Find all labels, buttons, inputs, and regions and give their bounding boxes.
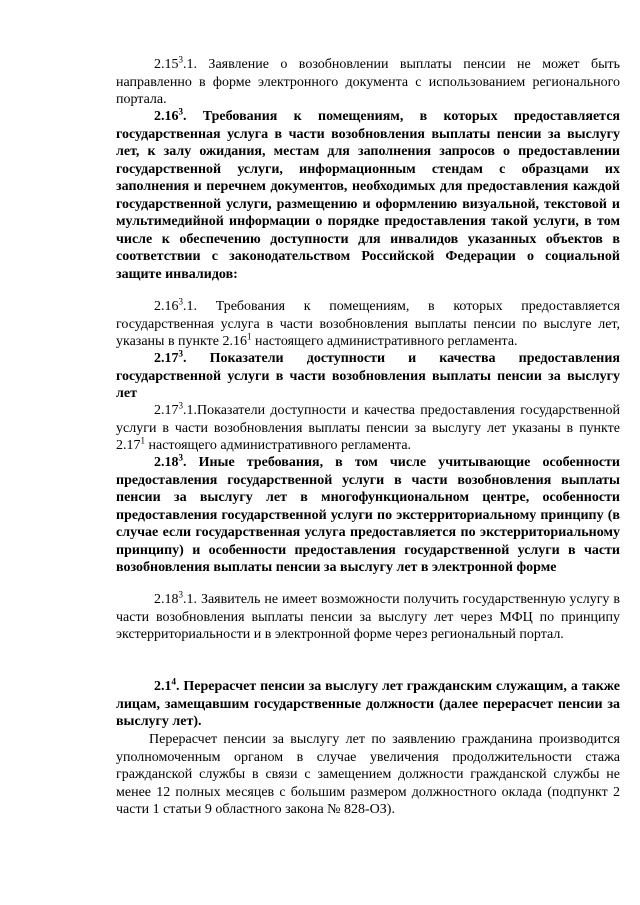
clause-number: 2.1: [154, 679, 172, 694]
clause-text: . Иные требования, в том числе учитывающие особенности предоставления государственной услуги в части возобновления выплаты пенсии за выслугу лет в многофункциональном центре, особенности предоставления государственной услуги по экстерриториальному принципу (в случае если государственная услуга предоставляется по экстерриториальному принципу) и особенности предоставления государственной услуги в части возобновления выплаты пенсии за выслугу лет в электронной форме: [116, 455, 620, 575]
clause-number: 2.18: [154, 455, 179, 470]
reference-superscript: 1: [140, 435, 145, 446]
clause-text: .1. Требования к помещениям, в которых предоставляется государственная услуга в части возобновления выплаты пенсии по выслуге лет, указаны в пункте 2.16: [116, 299, 620, 349]
clause-text-end: настоящего административного регламента.: [145, 438, 412, 453]
clause-text: .1.Показатели доступности и качества предоставления государственной услуги в части возобновления выплаты пенсии за выслугу лет указаны в пункте 2.17: [116, 403, 620, 453]
clause-superscript: 3: [178, 348, 183, 359]
heading-2-18-3: [116, 454, 620, 577]
clause-text-end: настоящего административного регламента.: [251, 334, 518, 349]
clause-text: . Требования к помещениям, в которых предоставляется государственная услуга в части возобновления выплаты пенсии за выслугу лет, к залу ожидания, местам для заполнения запросов о предоставлении государственной услуги, информационным стендам с образцами их заполнения и перечнем документов, необходимых для предоставления каждой государственной услуги, размещению и оформлению визуальной, текстовой и мультимедийной информации о порядке предоставления такой услуги, в том числе к обеспечению доступности для инвалидов указанных объектов в соответствии с законодательством Российской Федерации о социальной защите инвалидов:: [116, 109, 620, 282]
clause-text: .1. Заявление о возобновлении выплаты пенсии не может быть направленно в форме электронного документа с использованием регионального портала.: [116, 57, 620, 107]
paragraph-2-17-3-1: [116, 402, 620, 455]
clause-number: 2.16: [154, 109, 179, 124]
clause-number: 2.16: [154, 299, 179, 314]
clause-text: Перерасчет пенсии за выслугу лет по заявлению гражданина производится уполномоченным органом в случае увеличения продолжительности стажа гражданской службы в связи с замещением должности гражданской службы не менее 12 полных месяцев с большим размером должностного оклада (подпункт 2 части 1 статьи 9 областного закона № 828-ОЗ).: [116, 732, 620, 817]
paragraph-2-15-3-1: [116, 56, 620, 109]
clause-superscript: 3: [178, 54, 183, 65]
heading-2-1-4: [116, 678, 620, 731]
clause-superscript: 4: [171, 676, 176, 687]
clause-superscript: 3: [178, 296, 183, 307]
clause-superscript: 3: [178, 452, 183, 463]
clause-text: .1. Заявитель не имеет возможности получить государственную услугу в части возобновления выплаты пенсии за выслугу лет через МФЦ по принципу экстерриториальности и в электронной форме через региональный портал.: [116, 592, 620, 642]
paragraph-recalculation: [116, 731, 620, 819]
paragraph-2-16-3-1: [116, 298, 620, 351]
clause-superscript: 3: [178, 589, 183, 600]
clause-number: 2.17: [154, 403, 179, 418]
clause-superscript: 3: [178, 106, 183, 117]
clause-superscript: 3: [178, 400, 183, 411]
heading-2-16-3: [116, 108, 620, 283]
reference-superscript: 1: [247, 331, 252, 342]
clause-number: 2.18: [154, 592, 179, 607]
clause-number: 2.15: [154, 57, 179, 72]
heading-2-17-3: [116, 350, 620, 403]
clause-text: . Показатели доступности и качества предоставления государственной услуги в части возобновления выплаты пенсии за выслугу лет: [116, 351, 620, 401]
paragraph-2-18-3-1: [116, 591, 620, 644]
clause-text: . Перерасчет пенсии за выслугу лет гражданским служащим, а также лицам, замещавшим государственные должности (далее перерасчет пенсии за выслугу лет).: [116, 679, 620, 729]
clause-number: 2.17: [154, 351, 179, 366]
